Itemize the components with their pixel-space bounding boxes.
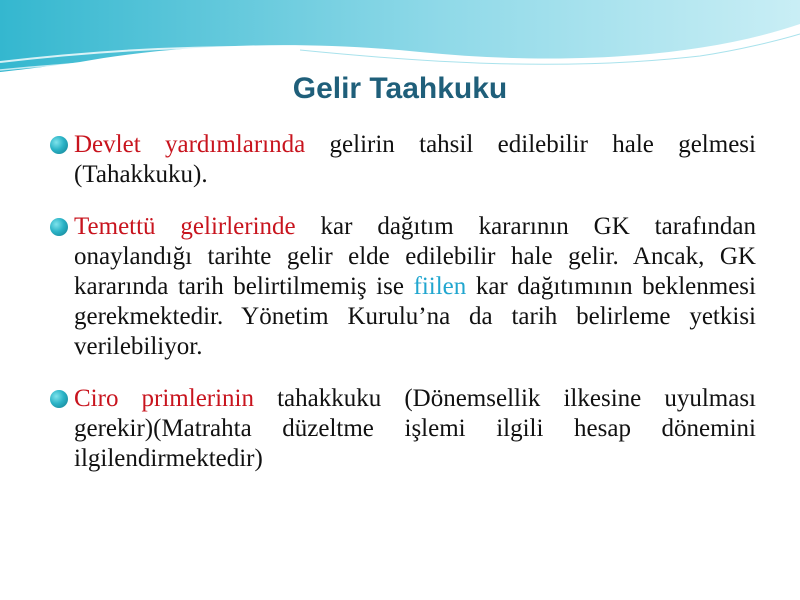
bullet-icon bbox=[50, 390, 68, 408]
bullet-list bbox=[44, 130, 756, 496]
body-text: kar dağıtım kararının GK tarafından onaylandığı tarihte gelir elde edilebilir hale gelir. Ancak, GK kararında tarih belirtilmemiş ise bbox=[74, 213, 756, 300]
highlight-text: Devlet yardımlarında bbox=[74, 131, 306, 158]
header-wave-decoration bbox=[0, 0, 800, 80]
bullet-text bbox=[74, 130, 756, 190]
bullet-text bbox=[74, 384, 756, 474]
bullet-item-devlet bbox=[44, 130, 756, 190]
highlight-fiilen: fiilen bbox=[413, 273, 467, 300]
bullet-icon bbox=[50, 136, 68, 154]
highlight-text: Temettü gelirlerinde bbox=[74, 213, 296, 240]
body-text: tahakkuku (Dönemsellik ilkesine uyulması gerekir)(Matrahta düzeltme işlemi ilgili hesap dönemini ilgilendirmektedir) bbox=[74, 385, 756, 472]
bullet-item-temettu bbox=[44, 212, 756, 362]
highlight-text: Ciro primlerinin bbox=[74, 385, 255, 412]
body-text: gelirin tahsil edilebilir hale gelmesi (Tahakkuku). bbox=[74, 131, 756, 188]
bullet-icon bbox=[50, 218, 68, 236]
slide-title: Gelir Taahkuku bbox=[292, 72, 508, 105]
body-text: kar dağıtımının beklenmesi gerekmektedir. Yönetim Kurulu’na da tarih belirleme yetkisi verilebiliyor. bbox=[74, 273, 756, 360]
bullet-text bbox=[74, 212, 756, 362]
bullet-item-ciro bbox=[44, 384, 756, 474]
